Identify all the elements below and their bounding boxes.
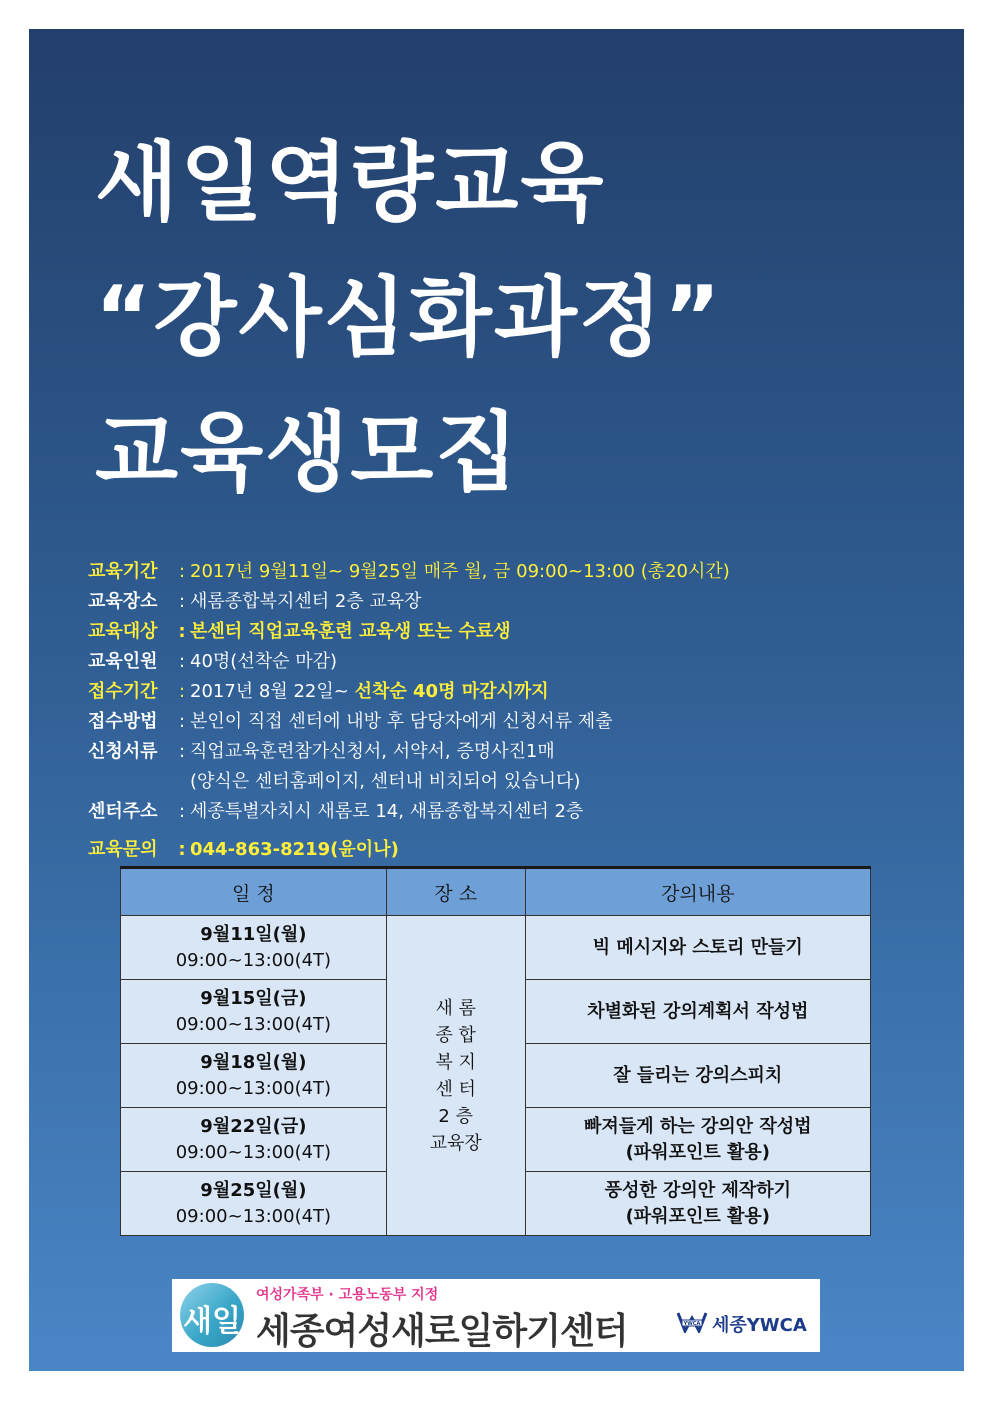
info-capacity	[88, 647, 908, 677]
schedule-cell	[121, 1172, 387, 1236]
schedule-date: 9월25일(월)	[200, 1179, 307, 1201]
info-separator: :	[178, 651, 186, 672]
header-schedule: 일 정	[121, 868, 387, 916]
info-value: 40명(선착순 마감)	[190, 651, 337, 672]
schedule-time: 09:00~13:00(4T)	[175, 1013, 332, 1035]
title-line-3: 교육생모집	[95, 403, 521, 503]
schedule-date: 9월22일(금)	[200, 1115, 307, 1137]
footer-logo-banner	[172, 1279, 820, 1352]
schedule-date: 9월15일(금)	[200, 987, 307, 1009]
place-line: 복 지	[435, 1051, 476, 1073]
info-label: 교육장소	[88, 591, 158, 612]
info-label: 센터주소	[88, 801, 158, 822]
lecture-title: 빠져들게 하는 강의안 작성법	[584, 1115, 812, 1137]
title-line-2: “강사심화과정”	[95, 268, 723, 368]
title-line-1: 새일역량교육	[95, 133, 606, 233]
info-value: 044-863-8219(윤이나)	[190, 839, 399, 860]
schedule-cell	[121, 1108, 387, 1172]
place-cell	[386, 916, 525, 1236]
info-separator: :	[178, 681, 186, 702]
info-separator: :	[178, 801, 186, 822]
place-line: 2 층	[438, 1105, 473, 1127]
info-value: 직업교육훈련참가신청서, 서약서, 증명사진1매	[190, 741, 555, 762]
place-line: 센 터	[435, 1078, 476, 1100]
info-separator: :	[178, 591, 186, 612]
info-label: 교육대상	[88, 621, 158, 642]
info-value-deadline: 선착순 40명 마감시까지	[354, 681, 549, 702]
info-value-date: 2017년 8월 22일~	[190, 681, 349, 702]
lecture-title: 차별화된 강의계획서 작성법	[587, 1000, 809, 1022]
info-separator: :	[178, 741, 186, 762]
info-label: 신청서류	[88, 741, 158, 762]
info-value: 2017년 9월11일~ 9월25일 매주 월, 금 09:00~13:00 (총20시간)	[190, 561, 730, 582]
info-registration-method	[88, 707, 908, 737]
schedule-time: 09:00~13:00(4T)	[175, 1077, 332, 1099]
footer-ywca: 세종YWCA	[712, 1315, 807, 1336]
ywca-icon-text: YWCA	[683, 1321, 701, 1327]
info-separator: :	[178, 711, 186, 732]
footer-center-name: 세종여성새로일하기센터	[256, 1311, 628, 1352]
info-section	[88, 557, 908, 865]
info-separator: :	[178, 561, 186, 582]
header-place: 장 소	[386, 868, 525, 916]
info-registration-period	[88, 677, 908, 707]
content-cell	[525, 1108, 870, 1172]
info-documents-note: (양식은 센터홈페이지, 센터내 비치되어 있습니다)	[190, 771, 581, 792]
schedule-time: 09:00~13:00(4T)	[175, 949, 332, 971]
info-documents	[88, 737, 908, 767]
lecture-title: 잘 들리는 강의스피치	[613, 1064, 783, 1086]
info-period	[88, 557, 908, 587]
lecture-title: 풍성한 강의안 제작하기	[604, 1179, 791, 1201]
info-value: 본인이 직접 센터에 내방 후 담당자에게 신청서류 제출	[190, 711, 613, 732]
content-cell	[525, 1044, 870, 1108]
lecture-note: (파워포인트 활용)	[625, 1141, 770, 1163]
info-label: 교육인원	[88, 651, 158, 672]
schedule-time: 09:00~13:00(4T)	[175, 1141, 332, 1163]
info-value	[190, 677, 908, 707]
lecture-note: (파워포인트 활용)	[625, 1205, 770, 1227]
place-line: 새 롬	[435, 997, 476, 1019]
info-value: 새롬종합복지센터 2층 교육장	[190, 591, 422, 612]
place-line: 교육장	[429, 1132, 482, 1154]
content-cell	[525, 1172, 870, 1236]
schedule-cell	[121, 980, 387, 1044]
schedule-date: 9월11일(월)	[200, 923, 307, 945]
info-separator: :	[178, 621, 186, 642]
schedule-date: 9월18일(월)	[200, 1051, 307, 1073]
content-cell	[525, 980, 870, 1044]
info-label: 교육기간	[88, 561, 158, 582]
lecture-title: 빅 메시지와 스토리 만들기	[592, 936, 803, 958]
schedule-cell	[121, 916, 387, 980]
saeil-logo-icon	[180, 1283, 244, 1347]
header-content: 강의내용	[525, 868, 870, 916]
schedule-table	[120, 866, 871, 1236]
schedule-time: 09:00~13:00(4T)	[175, 1205, 332, 1227]
content-cell	[525, 916, 870, 980]
info-value: 본센터 직업교육훈련 교육생 또는 수료생	[190, 621, 511, 642]
info-value: 세종특별자치시 새롬로 14, 새롬종합복지센터 2층	[190, 801, 584, 822]
info-label: 접수방법	[88, 711, 158, 732]
table-header-row	[121, 868, 871, 916]
ywca-logo-icon	[677, 1311, 707, 1333]
info-inquiry	[88, 835, 908, 865]
info-target	[88, 617, 908, 647]
saeil-logo-text: 새일	[183, 1304, 241, 1339]
info-address	[88, 797, 908, 827]
footer-subtitle: 여성가족부 · 고용노동부 지정	[256, 1287, 439, 1303]
info-label: 교육문의	[88, 839, 158, 860]
schedule-cell	[121, 1044, 387, 1108]
table-row	[121, 916, 871, 980]
place-line: 종 합	[435, 1024, 476, 1046]
info-separator: :	[178, 839, 186, 860]
info-location	[88, 587, 908, 617]
info-label: 접수기간	[88, 681, 158, 702]
